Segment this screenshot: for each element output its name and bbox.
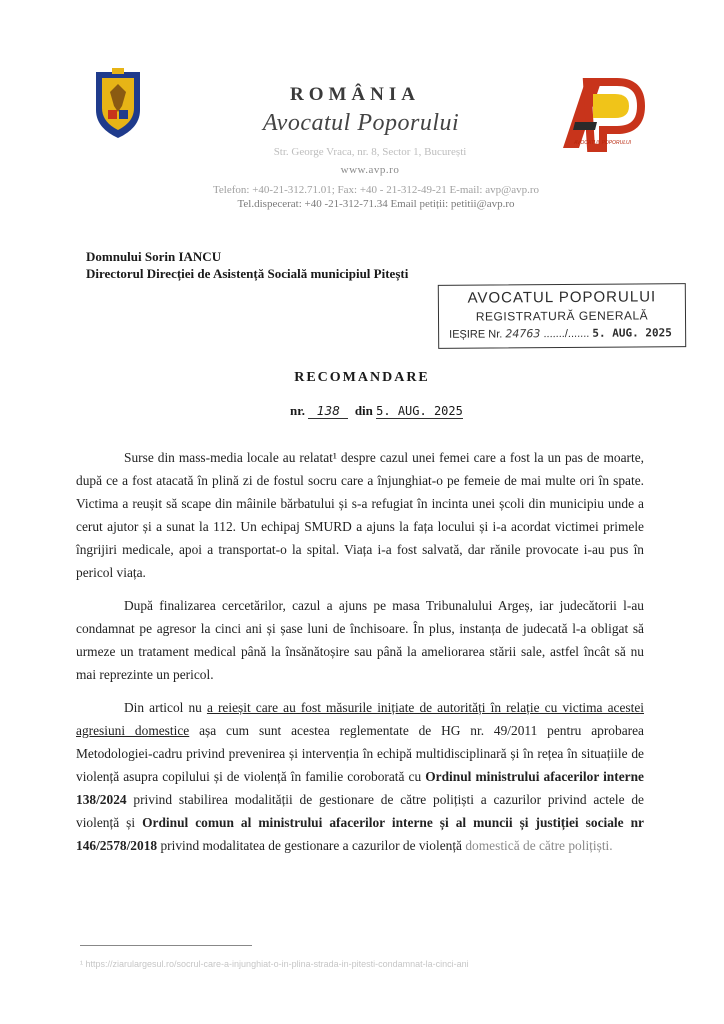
p3-text-c: privind stabilirea modalității de gestionare de către polițiști a cazurilor privind actele de violență și	[76, 792, 644, 830]
footnote-link: ¹ https://ziarulargesul.ro/socrul-care-a-injunghiat-o-in-plina-strada-in-pitesti-condamnat-la-cinci-ani	[80, 959, 469, 969]
nr-value: 138	[308, 404, 348, 419]
stamp-separator: ......./.......	[543, 327, 590, 341]
stamp-exit-line	[449, 326, 672, 341]
header-dispatch-line: Tel.dispecerat: +40 -21-312-71.34 Email petiții: petitii@avp.ro	[237, 198, 515, 210]
nr-label: nr.	[290, 403, 306, 418]
addressee-title: Directorul Direcției de Asistență Socială municipiul Pitești	[86, 266, 409, 281]
p3-faded-text: domestică de către polițiști.	[465, 838, 613, 853]
header-contact-line: Telefon: +40-21-312.71.01; Fax: +40 - 21-312-49-21 E-mail: avp@avp.ro	[212, 184, 540, 196]
document-title: RECOMANDARE	[294, 370, 430, 385]
stamp-registry: REGISTRATURĂ GENERALĂ	[475, 308, 649, 324]
stamp-exit-number: 24763	[505, 327, 541, 341]
stamp-exit-label: IEȘIRE Nr.	[449, 328, 503, 341]
registry-stamp	[438, 283, 686, 349]
paragraph-2: După finalizarea cercetărilor, cazul a ajuns pe masa Tribunalului Argeș, iar judecătorii l-au condamnat pe agresor la cinci ani și șase luni de închisoare. În plus, instanța de judecată l-a obligat să urmeze un tratament medical până la însănătoșire sau până la ameliorarea stării sale, astfel încât să nu mai reprezinte un pericol.	[76, 598, 644, 682]
header-website: www.avp.ro	[340, 164, 400, 176]
document-date: 5. AUG. 2025	[376, 404, 463, 418]
p3-text-d: privind modalitatea de gestionare a cazurilor de violență	[160, 838, 462, 853]
p3-order-mai: Ordinul ministrului afacerilor interne 138/2024	[76, 769, 644, 807]
header-address: Str. George Vraca, nr. 8, Sector 1, București	[273, 146, 467, 158]
footnote-divider	[80, 945, 252, 946]
paragraph-1: Surse din mass-media locale au relatat¹ despre cazul unei femei care a fost la un pas de moarte, după ce a fost atacată în plină zi de fostul socru care a înjunghiat-o pe femeie de mai multe ori în spate. Victima a reușit să scape din mâinile bărbatului și s-a refugiat în incinta unei școli din municipiu unde a cerut ajutor și a sunat la 112. Un echipaj SMURD a ajuns la fața locului și i-a acordat victimei primele îngrijiri medicale, apoi a transportat-o la spital. Viața i-a fost salvată, dar rănile provocate i-au pus în pericol viața.	[76, 450, 644, 580]
din-label: din	[354, 403, 373, 418]
country-name: ROMÂNIA	[290, 84, 420, 105]
p3-text-b: așa cum sunt acestea reglementate de HG nr. 49/2011 pentru aprobarea Metodologiei-cadru privind prevenirea și intervenția în echipă multidisciplinară și în rețea în situațiile de violență asupra copilului și de violență în familie coroborată cu	[76, 723, 644, 784]
p3-underlined-text: a reieșit care au fost măsurile inițiate de autorități în relație cu victima acestei agresiuni domestice	[76, 700, 645, 738]
institution-name: Avocatul Poporului	[262, 110, 460, 136]
document-body	[76, 446, 644, 867]
stamp-date: 5. AUG. 2025	[592, 326, 672, 340]
p3-joint-order: Ordinul comun al ministrului afacerilor interne și al muncii și justiției sociale nr 146/2578/2018	[76, 815, 644, 853]
p3-text-a: Din articol nu	[124, 700, 202, 715]
stamp-institution: AVOCATUL POPORULUI	[467, 288, 657, 307]
addressee-name: Domnului Sorin IANCU	[86, 249, 222, 264]
document-number-line	[290, 403, 463, 419]
logo-caption: AVOCATUL POPORULUI	[574, 140, 632, 146]
romania-coat-of-arms-icon	[88, 66, 148, 142]
paragraph-3	[76, 696, 644, 857]
